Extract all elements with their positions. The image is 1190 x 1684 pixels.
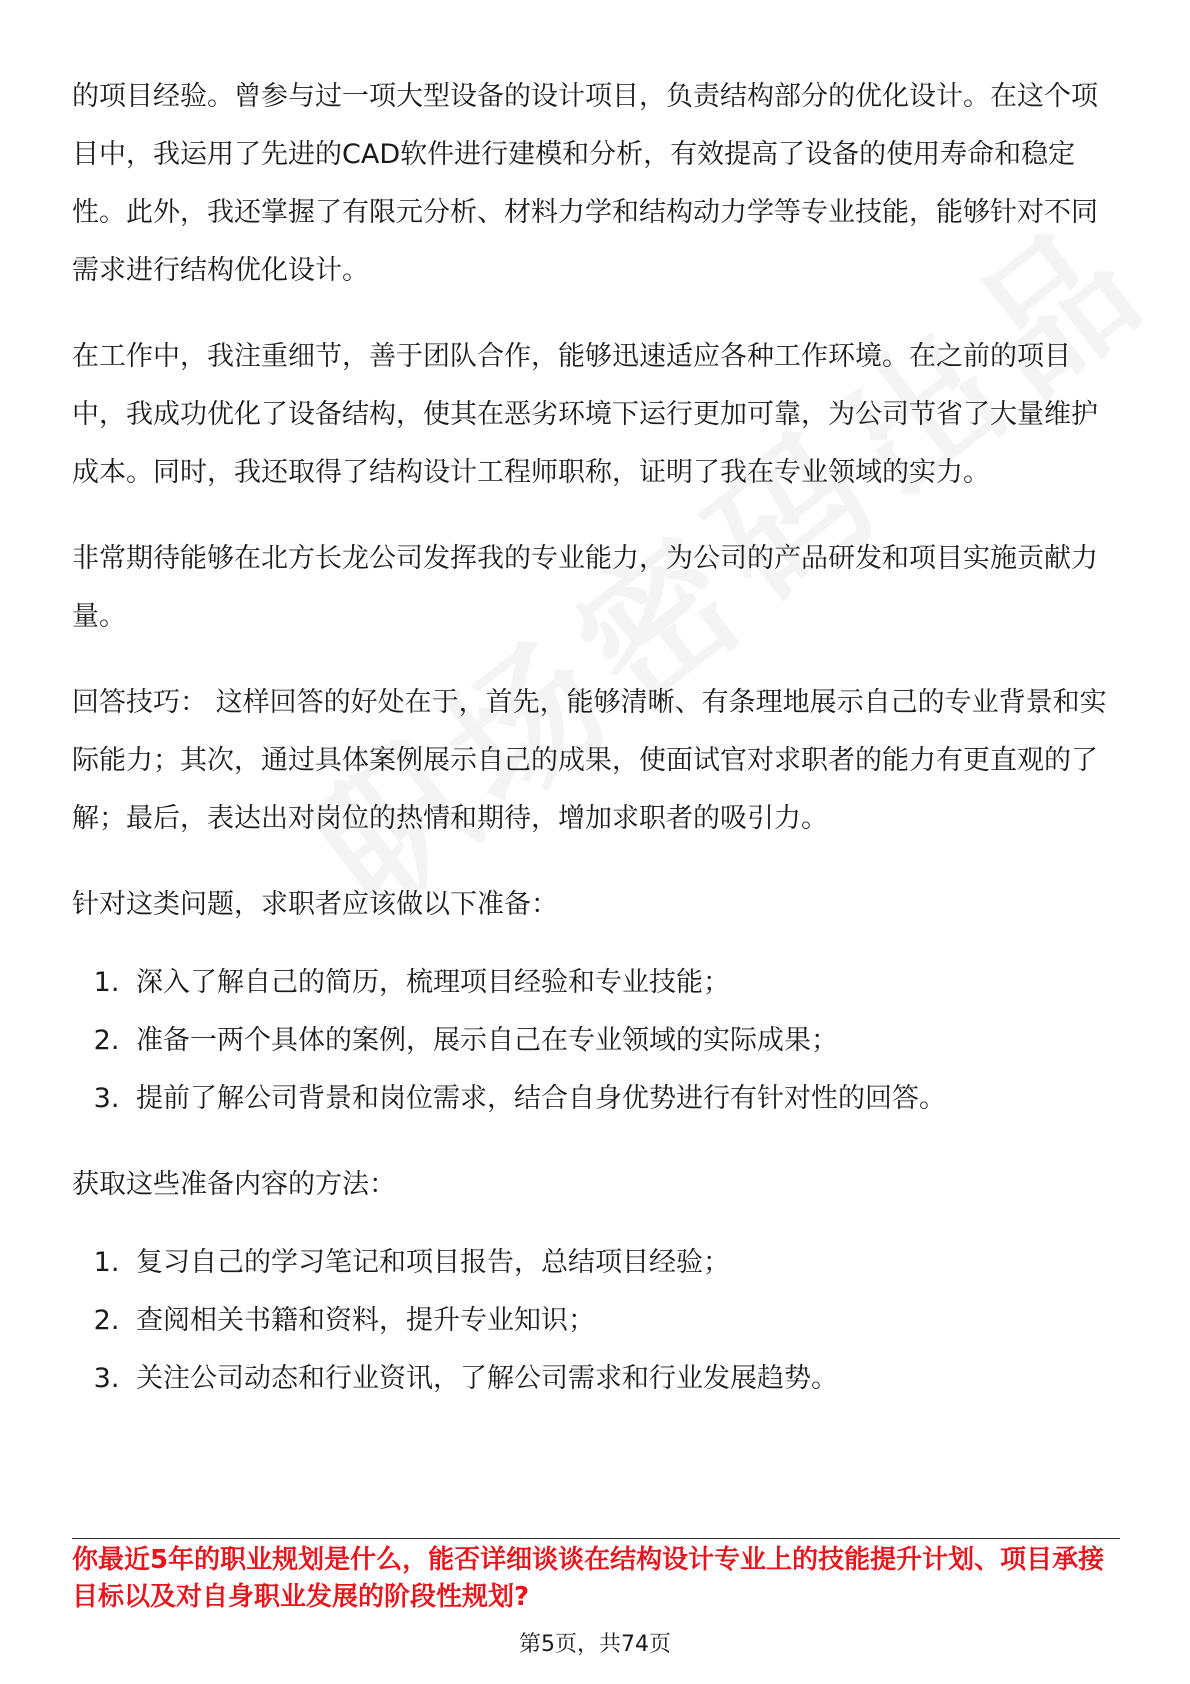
methods-list — [72, 1234, 1120, 1408]
list-item: 2. 查阅相关书籍和资料，提升专业知识； — [128, 1292, 1120, 1350]
paragraph-answer-tips: 回答技巧： 这样回答的好处在于，首先，能够清晰、有条理地展示自己的专业背景和实际能力；其次，通过具体案例展示自己的成果，使面试官对求职者的能力有更直观的了解；最后，表达出对岗位的热情和期待，增加求职者的吸引力。 — [72, 687, 1107, 834]
paragraph-work-style: 在工作中，我注重细节，善于团队合作，能够迅速适应各种工作环境。在之前的项目中，我成功优化了设备结构，使其在恶劣环境下运行更加可靠，为公司节省了大量维护成本。同时，我还取得了结构设计工程师职称，证明了我在专业领域的实力。 — [72, 341, 1098, 488]
list-item: 3. 提前了解公司背景和岗位需求，结合自身优势进行有针对性的回答。 — [128, 1070, 1120, 1128]
list-item: 3. 关注公司动态和行业资讯，了解公司需求和行业发展趋势。 — [128, 1350, 1120, 1408]
next-question: 你最近5年的职业规划是什么，能否详细谈谈在结构设计专业上的技能提升计划、项目承接目标以及对自身职业发展的阶段性规划? — [72, 1545, 1105, 1612]
page-number: 第5页，共74页 — [519, 1632, 671, 1657]
section-divider — [72, 1538, 1120, 1539]
paragraph-expectation: 非常期待能够在北方长龙公司发挥我的专业能力，为公司的产品研发和项目实施贡献力量。 — [72, 543, 1098, 632]
prep-heading: 针对这类问题，求职者应该做以下准备： — [72, 889, 558, 920]
list-item: 2. 准备一两个具体的案例，展示自己在专业领域的实际成果； — [128, 1012, 1120, 1070]
document-body — [72, 68, 1120, 1436]
methods-heading: 获取这些准备内容的方法： — [72, 1169, 396, 1200]
list-item: 1. 深入了解自己的简历，梳理项目经验和专业技能； — [128, 954, 1120, 1012]
list-item: 1. 复习自己的学习笔记和项目报告，总结项目经验； — [128, 1234, 1120, 1292]
paragraph-experience: 的项目经验。曾参与过一项大型设备的设计项目，负责结构部分的优化设计。在这个项目中，我运用了先进的CAD软件进行建模和分析，有效提高了设备的使用寿命和稳定性。此外，我还掌握了有限元分析、材料力学和结构动力学等专业技能，能够针对不同需求进行结构优化设计。 — [72, 81, 1098, 286]
prep-list — [72, 954, 1120, 1128]
